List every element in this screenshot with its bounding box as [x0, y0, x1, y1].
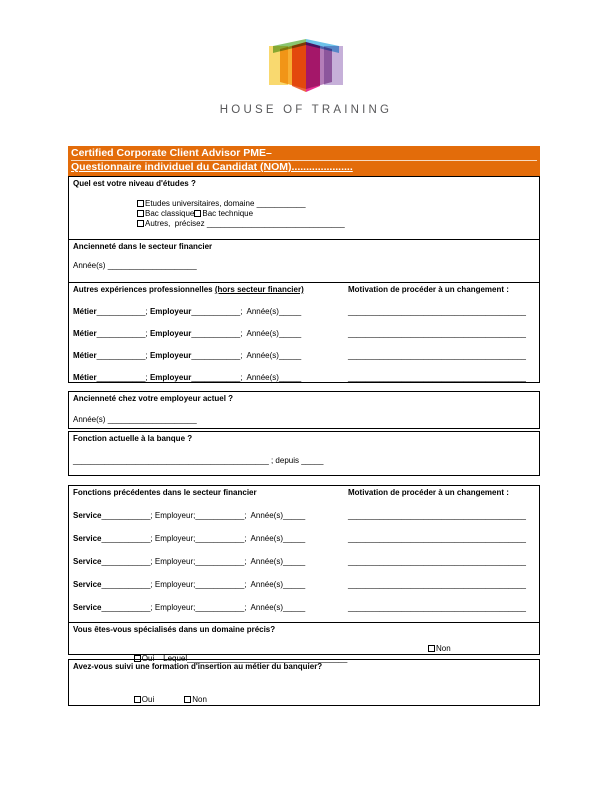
option-bac: Bac classique Bac technique	[137, 209, 535, 219]
function-row: Service___________; Employeur;___________; Année(s)_____ ________________________________________	[73, 511, 535, 521]
blank-line: ________________________________________	[348, 373, 526, 382]
section-other-experience	[68, 282, 540, 383]
experience-row: Métier___________; Employeur___________; Année(s)_____ ________________________________________	[73, 329, 535, 339]
checkbox-icon[interactable]	[137, 210, 144, 217]
blank-line: ___________	[195, 557, 245, 566]
checkbox-icon[interactable]	[137, 220, 144, 227]
function-row: Service___________; Employeur;___________; Année(s)_____ ________________________________________	[73, 557, 535, 567]
blank-line: _____	[278, 329, 302, 338]
blank-line: ___________	[96, 329, 146, 338]
blank-line: ___________	[101, 511, 151, 520]
blank-line: ___________	[101, 557, 151, 566]
section-previous-functions	[68, 485, 540, 623]
logo	[0, 35, 612, 116]
checkbox-icon[interactable]	[184, 696, 191, 703]
blank-line: _____	[283, 580, 306, 589]
blank-line: ________________________________________	[348, 580, 526, 589]
blank-line: ___________	[191, 373, 241, 382]
experience-row: Métier___________; Employeur___________; Année(s)_____ ________________________________________	[73, 307, 535, 317]
blank-line: ___________	[195, 580, 245, 589]
blank-line: ________________________________________	[348, 329, 526, 338]
other-experience-header	[73, 285, 535, 295]
blank-line: _____	[283, 557, 306, 566]
blank-line: ____________________	[107, 261, 197, 270]
previous-functions-header	[73, 488, 535, 498]
blank-line: _____	[283, 603, 306, 612]
title-other-experience: Autres expériences professionnelles (hors secteur financier)	[73, 285, 304, 294]
blank-line: ________________________________________	[348, 307, 526, 316]
section-education-level	[68, 176, 540, 240]
section-seniority-financial	[68, 239, 540, 283]
title-motivation: Motivation de procéder à un changement :	[348, 285, 509, 294]
blank-line: ___________	[256, 199, 306, 208]
blank-line: ________________________________________	[348, 603, 526, 612]
title-previous-functions: Fonctions précédentes dans le secteur financier	[73, 488, 257, 497]
blank-line: _____	[301, 456, 324, 465]
option-university: Etudes universitaires, domaine ___________	[137, 199, 535, 209]
blank-line: ___________	[191, 329, 241, 338]
blank-line: ___________	[101, 603, 151, 612]
current-function-field: ____________________________________________ ; depuis _____	[73, 456, 324, 465]
blank-line: ____________________________________________	[73, 456, 269, 465]
checkbox-icon[interactable]	[137, 200, 144, 207]
question-insertion: Avez-vous suivi une formation d'insertion au métier du banquier?	[73, 662, 323, 671]
house-of-training-logo-icon	[261, 35, 351, 95]
blank-line: _____	[278, 373, 302, 382]
form-title-line2: Questionnaire individuel du Candidat (NOM).....................	[71, 161, 353, 173]
option-autres: Autres, précisez _______________________________	[137, 219, 535, 229]
blank-line: ___________	[195, 511, 245, 520]
blank-line: ___________	[195, 534, 245, 543]
experience-row: Métier___________; Employeur___________; Année(s)_____ ________________________________________	[73, 351, 535, 361]
section-insertion-training	[68, 659, 540, 706]
years-field: Année(s) ____________________	[73, 261, 197, 270]
non-label: Non	[192, 695, 207, 704]
blank-line: ________________________________________	[348, 351, 526, 360]
checkbox-icon[interactable]	[134, 696, 141, 703]
blank-line: ___________	[101, 534, 151, 543]
function-row: Service___________; Employeur;___________; Année(s)_____ ________________________________________	[73, 580, 535, 590]
blank-line: _____	[283, 511, 306, 520]
blank-line: ___________	[96, 373, 146, 382]
non-label: Non	[436, 644, 451, 653]
years-field: Année(s) ____________________	[73, 415, 197, 424]
title-seniority-financial: Ancienneté dans le secteur financier	[73, 242, 213, 251]
blank-line: ___________	[101, 580, 151, 589]
checkbox-icon[interactable]	[194, 210, 201, 217]
blank-line: ________________________________________	[348, 557, 526, 566]
function-row: Service___________; Employeur;___________; Année(s)_____ ________________________________________	[73, 603, 535, 613]
title-seniority-employer: Ancienneté chez votre employeur actuel ?	[73, 394, 234, 403]
title-motivation: Motivation de procéder à un changement :	[348, 488, 509, 497]
section-current-function	[68, 431, 540, 476]
blank-line: _____	[278, 307, 302, 316]
blank-line: ___________	[96, 351, 146, 360]
question-specialized: Vous êtes-vous spécialisés dans un domaine précis?	[73, 625, 276, 634]
blank-line: ___________	[191, 307, 241, 316]
section-seniority-employer	[68, 391, 540, 429]
function-row: Service___________; Employeur;___________; Année(s)_____ ________________________________________	[73, 534, 535, 544]
blank-line: ___________	[96, 307, 146, 316]
blank-line: ___________	[195, 603, 245, 612]
education-options	[137, 199, 535, 229]
lequel-label: Lequel	[154, 654, 188, 663]
form-title-bar	[68, 146, 540, 176]
blank-line: ____________________________________	[187, 654, 348, 663]
blank-line: _______________________________	[206, 219, 345, 228]
oui-label: Oui	[141, 695, 155, 704]
blank-line: _____	[283, 534, 306, 543]
brand-name: HOUSE OF TRAINING	[219, 104, 393, 116]
questionnaire-form	[68, 146, 540, 706]
blank-line: ___________	[191, 351, 241, 360]
checkbox-icon[interactable]	[428, 645, 435, 652]
blank-line: ________________________________________	[348, 511, 526, 520]
blank-line: ________________________________________	[348, 534, 526, 543]
blank-line: _____	[278, 351, 302, 360]
blank-line: ____________________	[107, 415, 197, 424]
title-current-function: Fonction actuelle à la banque ?	[73, 434, 193, 443]
question-education: Quel est votre niveau d'études ?	[73, 179, 196, 188]
experience-row: Métier___________; Employeur___________; Année(s)_____ ________________________________________	[73, 373, 535, 383]
form-title-line1: Certified Corporate Client Advisor PME–	[71, 147, 537, 161]
insertion-answers	[116, 685, 535, 715]
oui-label: Oui	[141, 654, 155, 663]
non-option	[428, 644, 451, 654]
section-specialized	[68, 622, 540, 663]
